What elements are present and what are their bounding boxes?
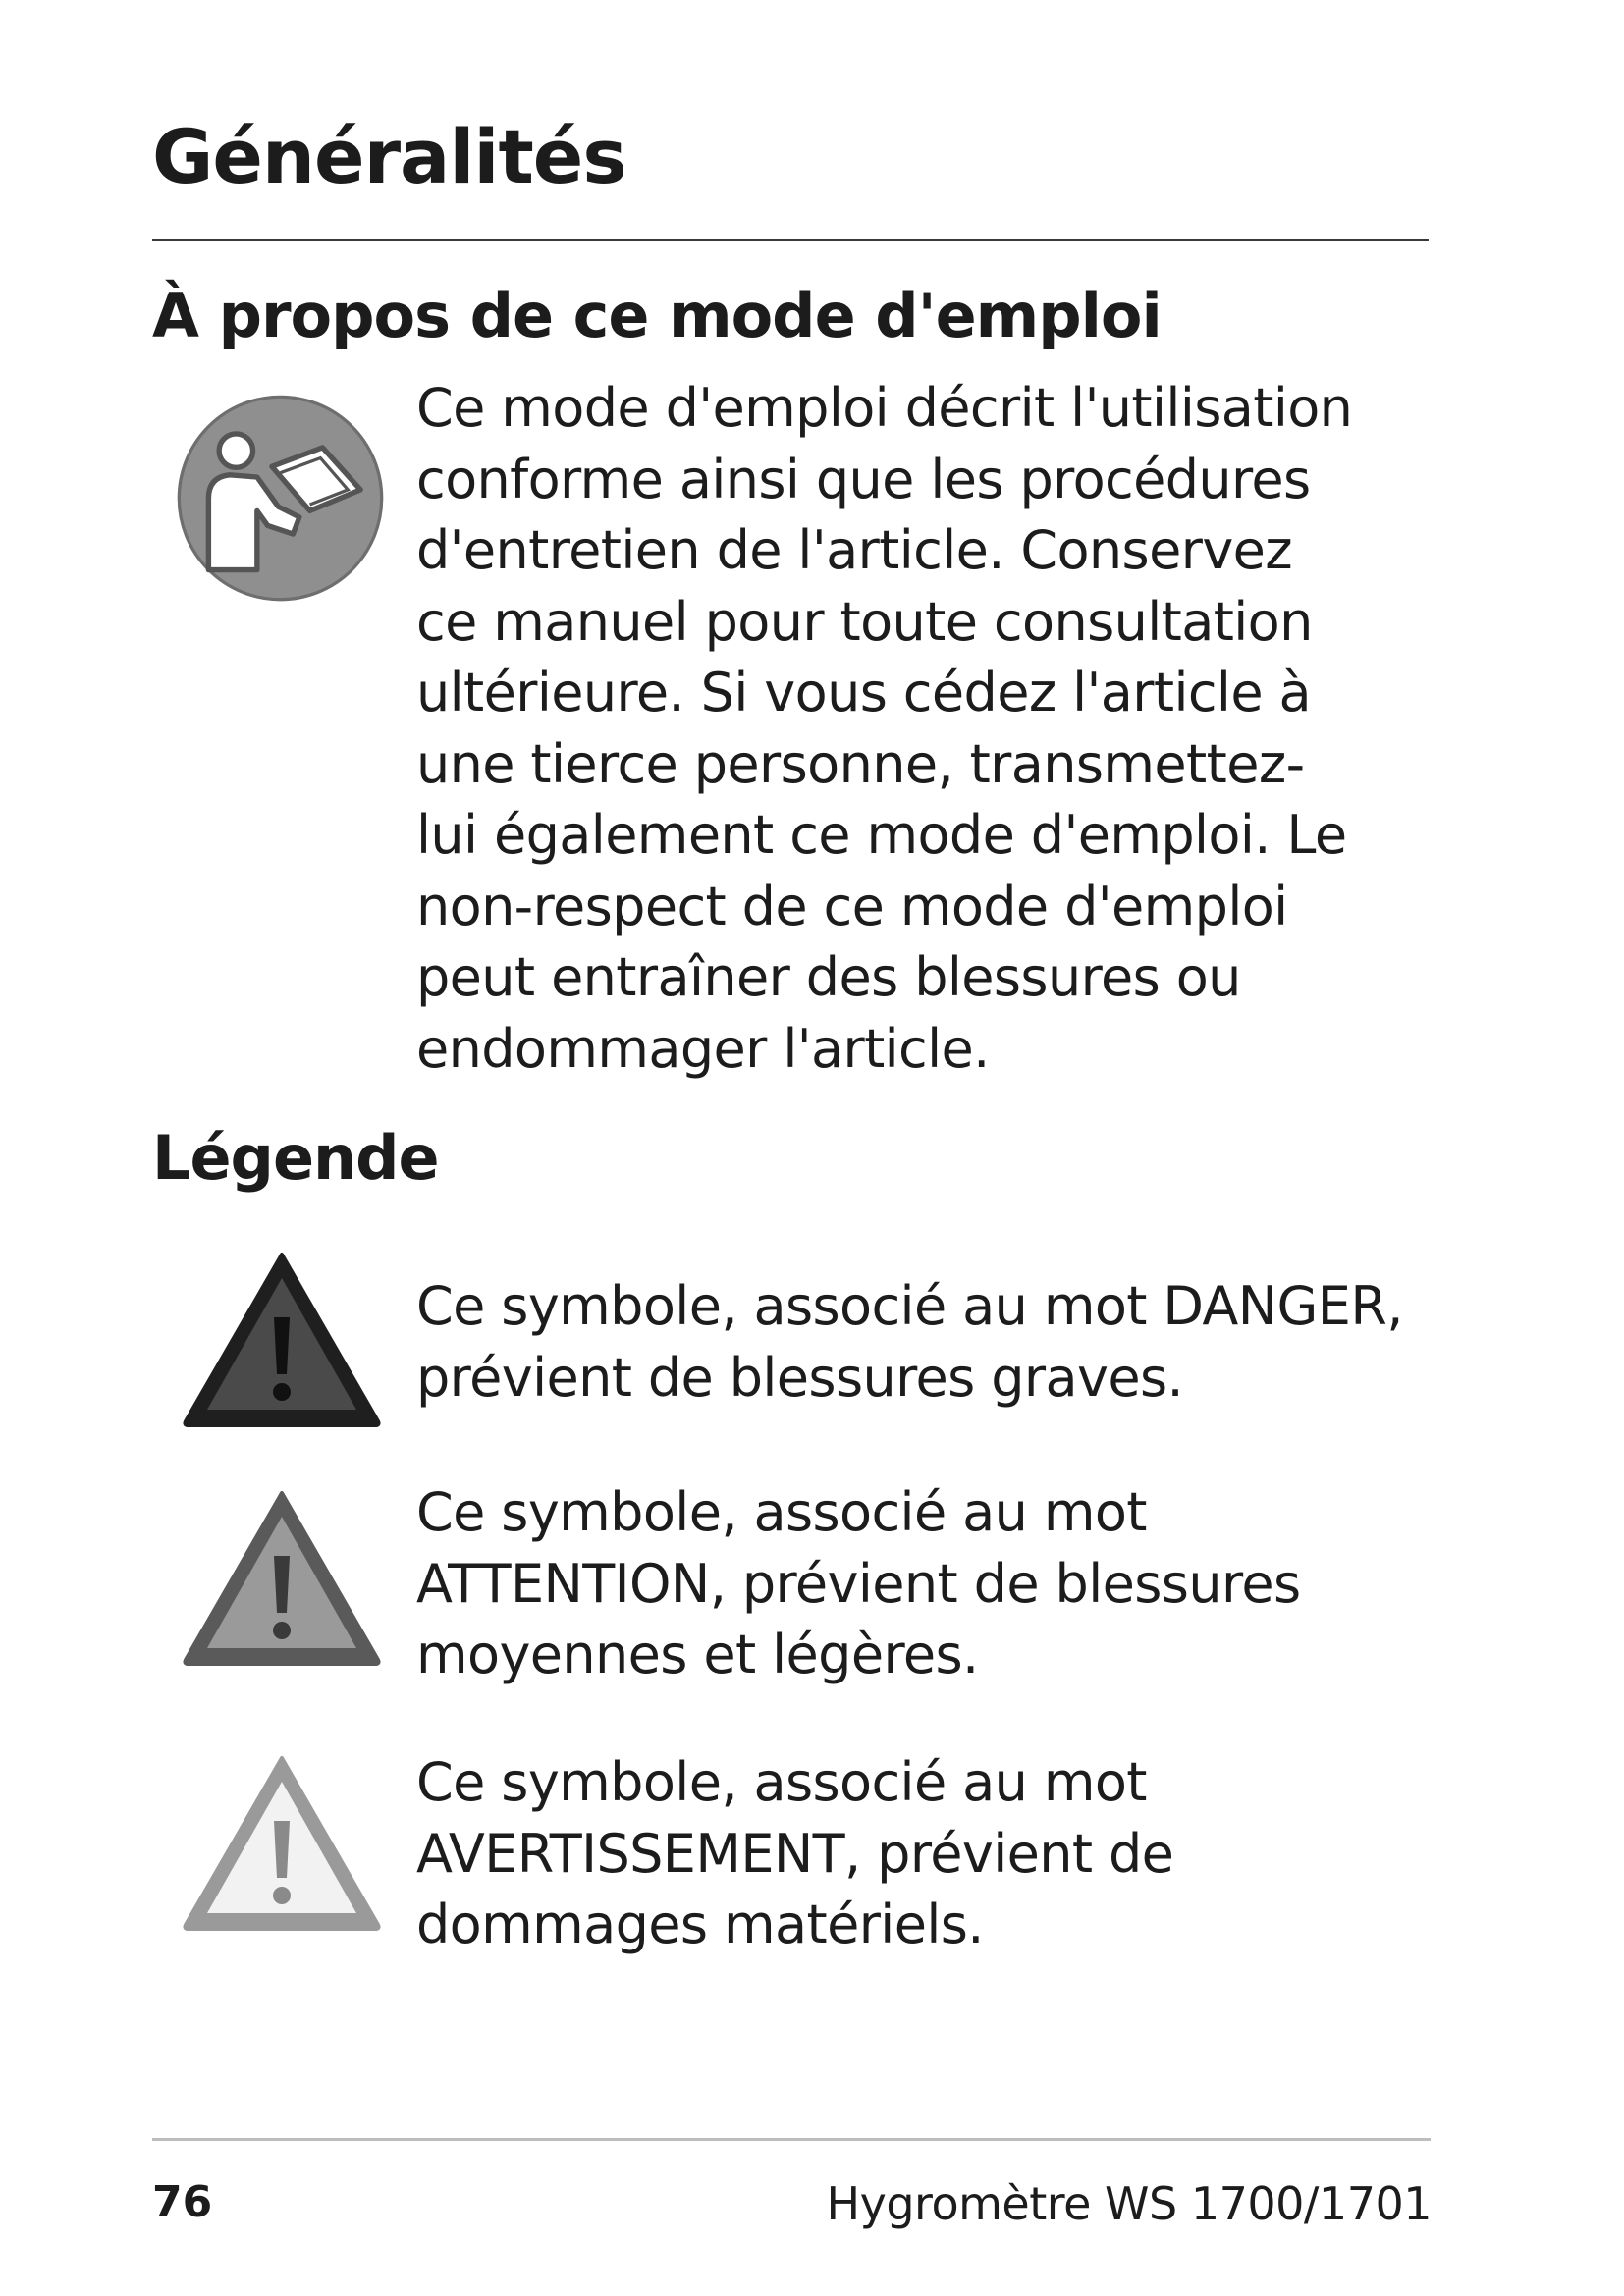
legend-line: moyennes et légères. — [416, 1624, 979, 1685]
title-divider — [152, 239, 1429, 241]
read-manual-icon — [175, 393, 386, 604]
legend-line: ATTENTION, prévient de blessures — [416, 1552, 1301, 1615]
page-title: Généralités — [152, 113, 626, 200]
legend-line: Ce symbole, associé au mot — [416, 1751, 1147, 1813]
warning-avertissement-icon — [180, 1752, 384, 1934]
section-heading-about: À propos de ce mode d'emploi — [152, 280, 1162, 351]
warning-attention-icon — [180, 1487, 384, 1669]
about-line: endommager l'article. — [416, 1017, 990, 1080]
about-line: non-respect de ce mode d'emploi — [416, 875, 1288, 937]
about-line: conforme ainsi que les procédures — [416, 448, 1311, 510]
about-line: une tierce personne, transmettez- — [416, 732, 1305, 795]
legend-line: prévient de blessures graves. — [416, 1346, 1184, 1409]
legend-line: Ce symbole, associé au mot — [416, 1481, 1147, 1543]
legend-item-avertissement-text — [416, 1747, 1173, 1961]
legend-item-danger-text — [416, 1271, 1403, 1414]
about-paragraph — [416, 373, 1352, 1085]
about-line: ce manuel pour toute consultation — [416, 590, 1313, 653]
legend-line: AVERTISSEMENT, prévient de — [416, 1822, 1174, 1885]
page-number: 76 — [152, 2177, 213, 2227]
about-line: lui également ce mode d'emploi. Le — [416, 804, 1347, 866]
warning-danger-icon — [180, 1249, 384, 1430]
product-name: Hygromètre WS 1700/1701 — [826, 2177, 1432, 2230]
about-line: d'entretien de l'article. Conservez — [416, 519, 1293, 581]
footer-divider — [152, 2138, 1431, 2141]
about-line: ultérieure. Si vous cédez l'article à — [416, 662, 1312, 723]
section-heading-legend: Légende — [152, 1122, 439, 1194]
legend-item-attention-text — [416, 1477, 1301, 1691]
about-line: peut entraîner des blessures ou — [416, 946, 1241, 1008]
legend-line: Ce symbole, associé au mot DANGER, — [416, 1275, 1403, 1337]
legend-line: dommages matériels. — [416, 1894, 984, 1955]
about-line: Ce mode d'emploi décrit l'utilisation — [416, 377, 1353, 439]
